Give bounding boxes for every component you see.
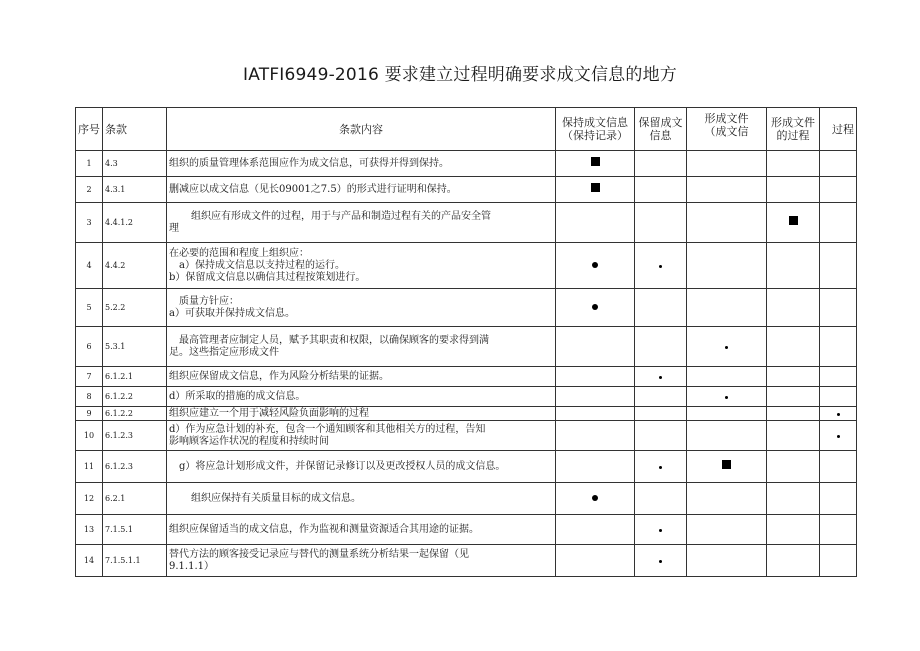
table-row [76,289,857,327]
row-content-line: d）所采取的措施的成文信息。 [169,390,306,402]
row-content-line: g）将应急计划形成文件，并保留记录修订以及更改授权人员的成文信息。 [179,460,506,472]
row-content-line: 组织应保留成文信息，作为风险分析结果的证据。 [169,370,389,382]
row-seq: 7 [76,367,103,387]
mark-cell-formproc [767,367,820,387]
small-dot-mark [837,413,840,416]
mark-cell-keep [556,327,635,367]
row-content-line: 组织应有形成文件的过程，用于与产品和制造过程有关的产品安全管 [191,210,491,222]
mark-cell-retain [635,387,687,407]
table-row [76,483,857,515]
header-formproc-l2: 的过程 [776,129,810,142]
mark-cell-formproc [767,387,820,407]
mark-cell-form [687,387,767,407]
table-row [76,243,857,289]
mark-cell-process [820,545,857,577]
mark-cell-retain [635,545,687,577]
mark-cell-process [820,483,857,515]
row-seq: 5 [76,289,103,327]
mark-cell-keep [556,203,635,243]
mark-cell-form [687,451,767,483]
filled-square-mark [591,183,600,192]
header-row [76,108,857,151]
row-clause: 6.1.2.1 [103,367,167,387]
row-content-line: 组织的质量管理体系范围应作为成文信息，可获得并得到保持。 [169,157,449,169]
mark-cell-process [820,243,857,289]
mark-cell-retain [635,421,687,451]
mark-cell-retain [635,289,687,327]
mark-cell-form [687,289,767,327]
mark-cell-form [687,407,767,421]
mark-cell-form [687,327,767,367]
row-content [167,243,556,289]
mark-cell-retain [635,407,687,421]
row-content-line: a）保持成文信息以支持过程的运行。 [179,259,345,271]
small-dot-mark [725,346,728,349]
row-content-line: b）保留成文信息以确信其过程按策划进行。 [169,271,366,283]
mark-cell-process [820,151,857,177]
table-row [76,421,857,451]
header-form [687,108,767,151]
clause-table [75,107,857,577]
header-keep-l2: （保持记录） [562,129,628,142]
mark-cell-keep [556,483,635,515]
row-clause: 7.1.5.1 [103,515,167,545]
mark-cell-keep [556,515,635,545]
table-row [76,387,857,407]
header-formproc [767,108,820,151]
mark-cell-formproc [767,407,820,421]
mark-cell-retain [635,451,687,483]
row-content-line: 在必要的范围和程度上组织应： [169,247,309,259]
mark-cell-retain [635,151,687,177]
row-clause: 5.3.1 [103,327,167,367]
mark-cell-form [687,515,767,545]
mark-cell-form [687,545,767,577]
mark-cell-keep [556,243,635,289]
small-dot-mark [837,435,840,438]
row-content [167,545,556,577]
row-content-line: 9.1.1.1） [169,560,214,572]
mark-cell-retain [635,177,687,203]
mark-cell-formproc [767,243,820,289]
table-row [76,545,857,577]
table-row [76,327,857,367]
header-clause: 条款 [103,108,167,151]
row-content [167,151,556,177]
mark-cell-retain [635,515,687,545]
mark-cell-form [687,151,767,177]
mark-cell-form [687,367,767,387]
mark-cell-keep [556,451,635,483]
mark-cell-process [820,327,857,367]
mark-cell-form [687,177,767,203]
mark-cell-process [820,451,857,483]
small-dot-mark [725,396,728,399]
mark-cell-retain [635,367,687,387]
row-seq: 9 [76,407,103,421]
row-content [167,451,556,483]
row-seq: 10 [76,421,103,451]
row-seq: 13 [76,515,103,545]
mark-cell-process [820,289,857,327]
row-content [167,515,556,545]
header-keep [556,108,635,151]
mark-cell-keep [556,289,635,327]
row-content [167,289,556,327]
filled-dot-mark [592,304,598,310]
row-clause: 6.1.2.2 [103,407,167,421]
mark-cell-formproc [767,203,820,243]
header-content: 条款内容 [167,108,556,151]
mark-cell-form [687,421,767,451]
row-seq: 12 [76,483,103,515]
mark-cell-formproc [767,177,820,203]
mark-cell-formproc [767,151,820,177]
mark-cell-retain [635,483,687,515]
small-dot-mark [659,265,662,268]
header-retain-l2: 信息 [649,129,672,142]
table-row [76,451,857,483]
table-row [76,367,857,387]
mark-cell-formproc [767,483,820,515]
mark-cell-keep [556,421,635,451]
table-row [76,151,857,177]
row-seq: 3 [76,203,103,243]
row-content-line: 理 [169,222,179,234]
row-content-line: 质量方针应： [179,295,239,307]
mark-cell-keep [556,407,635,421]
row-seq: 14 [76,545,103,577]
row-clause: 4.3 [103,151,167,177]
mark-cell-process [820,177,857,203]
mark-cell-formproc [767,515,820,545]
row-content-line: 最高管理者应制定人员，赋予其职责和权限，以确保顾客的要求得到满 [179,334,489,346]
mark-cell-formproc [767,289,820,327]
mark-cell-keep [556,387,635,407]
row-seq: 2 [76,177,103,203]
table-row [76,203,857,243]
mark-cell-form [687,203,767,243]
row-content-line: a）可获取并保持成文信息。 [169,307,295,319]
filled-dot-mark [592,495,598,501]
mark-cell-formproc [767,451,820,483]
row-content [167,327,556,367]
table-body [76,151,857,577]
row-seq: 11 [76,451,103,483]
row-seq: 4 [76,243,103,289]
row-content [167,483,556,515]
row-content [167,407,556,421]
row-seq: 1 [76,151,103,177]
row-content-line: 组织应保持有关质量目标的成文信息。 [191,492,361,504]
row-content-line: 影响顾客运作状况的程度和持续时间 [169,435,329,447]
row-clause: 6.1.2.2 [103,387,167,407]
row-seq: 8 [76,387,103,407]
filled-square-mark [591,157,600,166]
row-content-line: 删减应以成文信息（见长09001之7.5）的形式进行证明和保持。 [169,183,457,195]
mark-cell-process [820,407,857,421]
mark-cell-keep [556,545,635,577]
small-dot-mark [659,529,662,532]
small-dot-mark [659,466,662,469]
row-content [167,387,556,407]
filled-square-mark [722,460,731,469]
header-process: 过程 [820,108,857,151]
header-form-l2: （成文信 [704,125,749,138]
header-seq: 序号 [76,108,103,151]
header-retain-l1: 保留成文 [638,116,683,129]
mark-cell-formproc [767,545,820,577]
table-row [76,177,857,203]
mark-cell-retain [635,327,687,367]
mark-cell-process [820,387,857,407]
mark-cell-keep [556,177,635,203]
row-content-line: 组织应建立一个用于减轻风险负面影响的过程 [169,407,369,419]
row-content [167,421,556,451]
small-dot-mark [659,560,662,563]
table-row [76,515,857,545]
header-retain [635,108,687,151]
row-clause: 4.4.2 [103,243,167,289]
small-dot-mark [659,376,662,379]
mark-cell-process [820,421,857,451]
mark-cell-process [820,367,857,387]
header-formproc-l1: 形成文件 [771,116,815,129]
row-content-line: 足。这些指定应形成文件 [169,346,279,358]
row-clause: 6.1.2.3 [103,421,167,451]
mark-cell-form [687,243,767,289]
row-content [167,367,556,387]
mark-cell-keep [556,151,635,177]
row-clause: 5.2.2 [103,289,167,327]
mark-cell-retain [635,203,687,243]
row-clause: 6.1.2.3 [103,451,167,483]
filled-dot-mark [592,262,598,268]
row-clause: 6.2.1 [103,483,167,515]
row-content [167,203,556,243]
row-clause: 4.3.1 [103,177,167,203]
mark-cell-retain [635,243,687,289]
mark-cell-formproc [767,327,820,367]
mark-cell-keep [556,367,635,387]
document-title: IATFI6949-2016 要求建立过程明确要求成文信息的地方 [243,65,677,85]
header-form-l1: 形成文件 [704,112,749,125]
mark-cell-process [820,515,857,545]
mark-cell-process [820,203,857,243]
row-content-line: 替代方法的顾客接受记录应与替代的测量系统分析结果一起保留（见 [169,548,469,560]
filled-square-mark [789,216,798,225]
row-clause: 4.4.1.2 [103,203,167,243]
header-keep-l1: 保持成文信息 [562,116,628,129]
mark-cell-formproc [767,421,820,451]
table-row [76,407,857,421]
row-clause: 7.1.5.1.1 [103,545,167,577]
row-content-line: d）作为应急计划的补充，包含一个通知顾客和其他相关方的过程，告知 [169,423,486,435]
row-content-line: 组织应保留适当的成文信息，作为监视和测量资源适合其用途的证据。 [169,523,479,535]
mark-cell-form [687,483,767,515]
row-seq: 6 [76,327,103,367]
row-content [167,177,556,203]
